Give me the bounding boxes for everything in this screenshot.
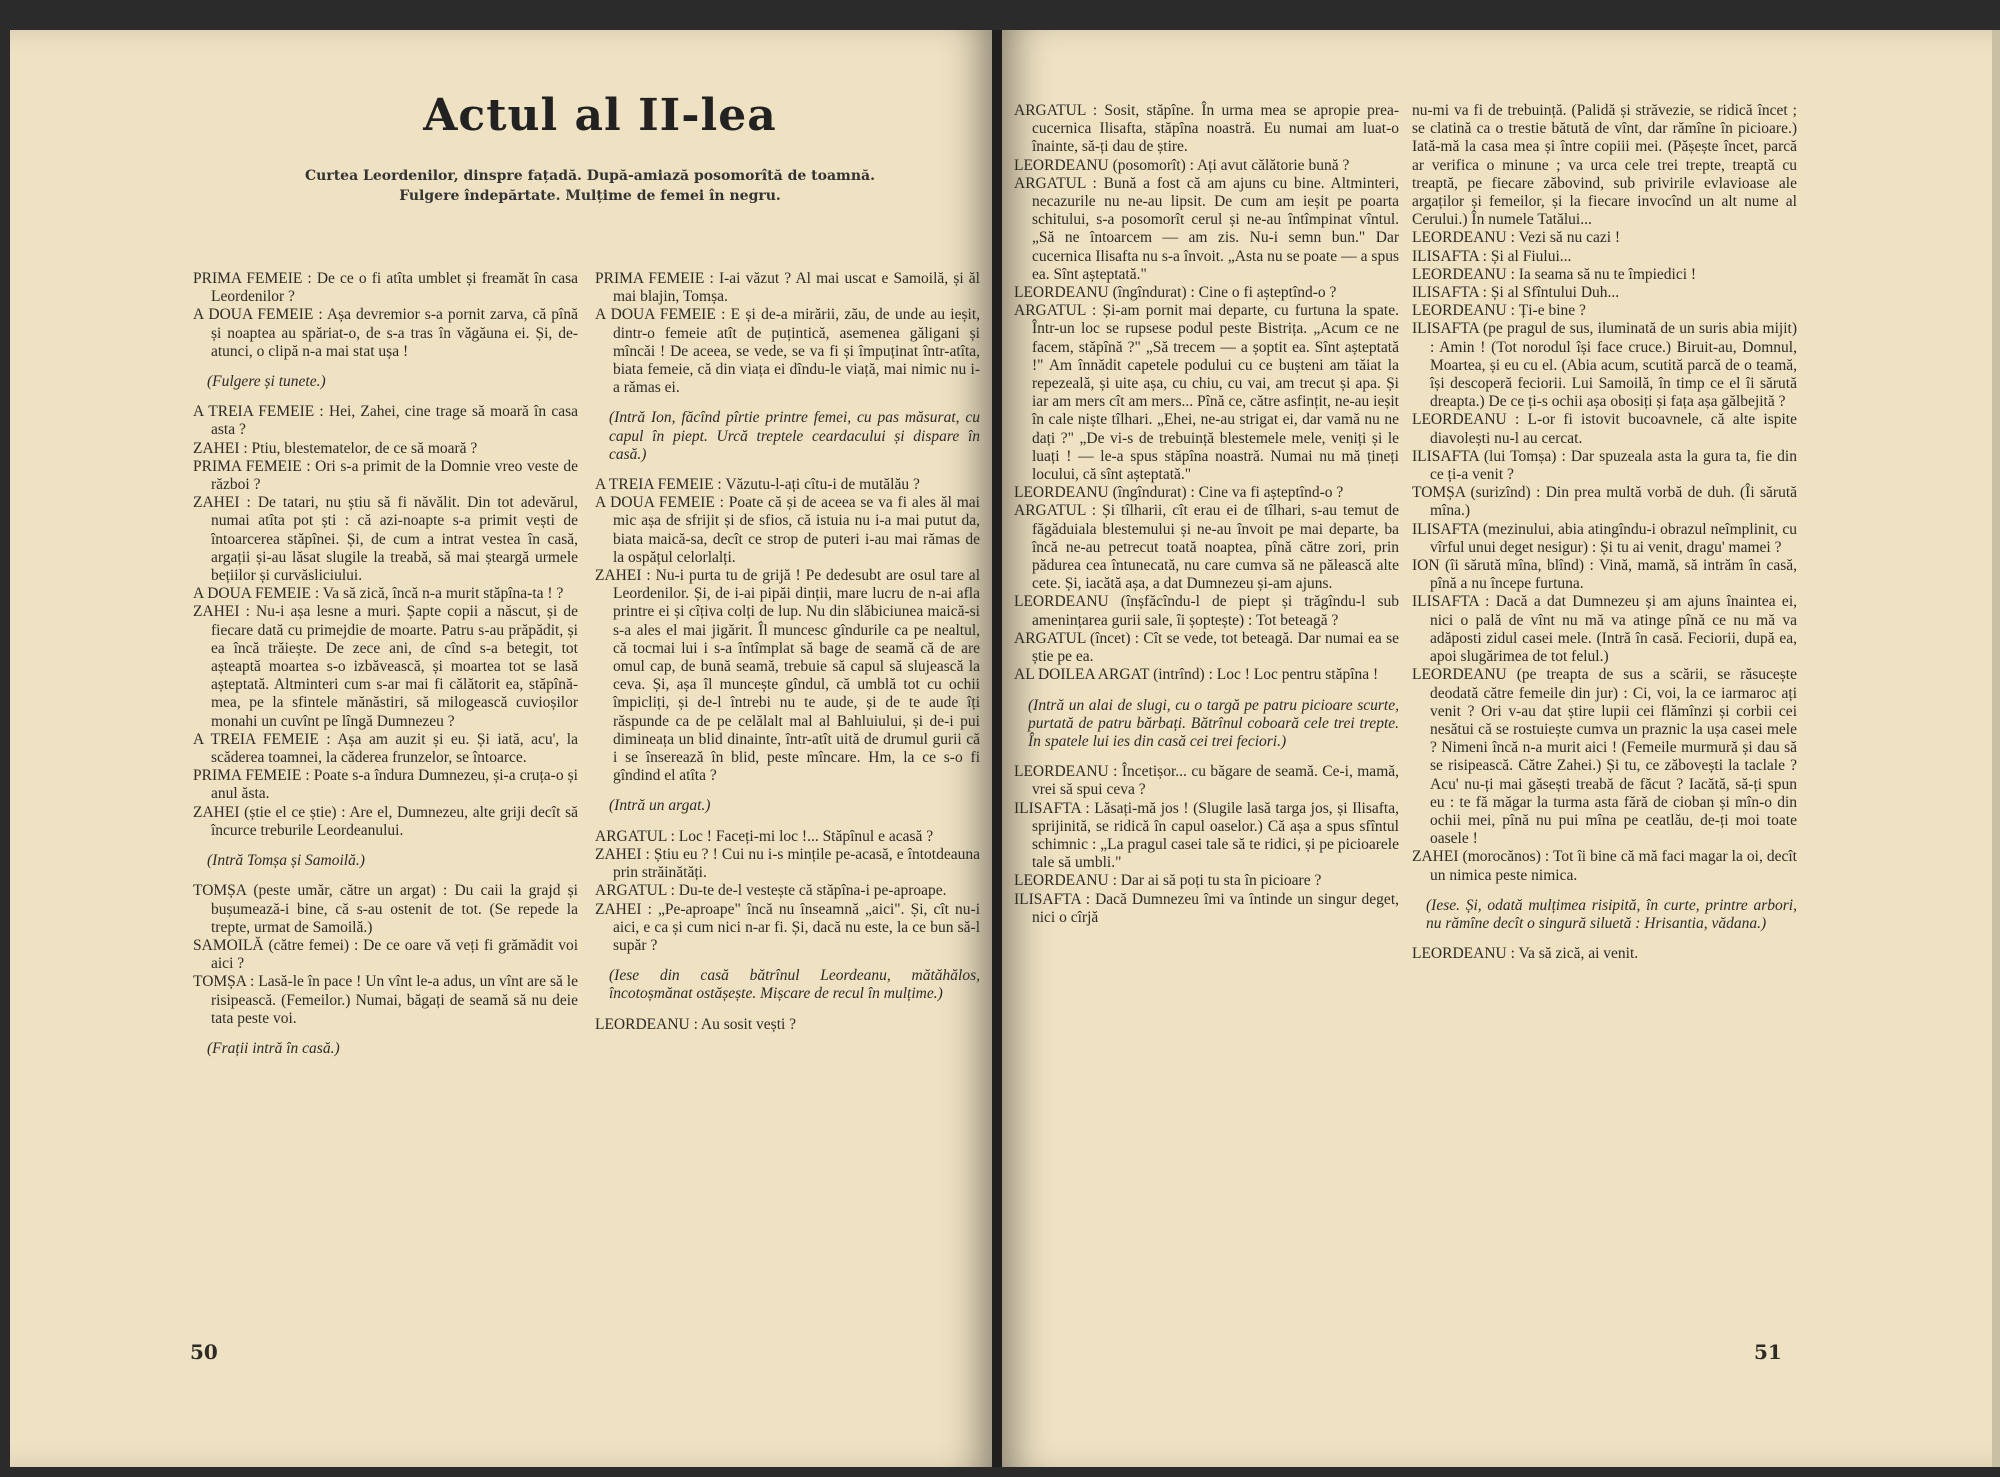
dialogue-line: A DOUA FEMEIE : E și de-a mirării, zău, de unde au ieșit, dintr-o femeie atît de puțintică, asemenea găligani și mîncăi ! De aceea, se vede, se va fi și împuținat într-atîta, biata femeie, că din viața ei dîndu-le viață, mai nimic nu i-a rămas ei.: [595, 306, 980, 397]
dialogue-line: SAMOILĂ (către femei) : De ce oare vă veți fi grămădit voi aici ?: [193, 936, 578, 973]
dialogue-line: LEORDEANU : Va să zică, ai venit.: [1412, 945, 1639, 963]
stage-direction: (Iese. Și, odată mulțimea risipită, în curte, printre arbori, nu rămîne decît o singură siluetă : Hrisantia, vădana.): [1426, 896, 1797, 932]
stage-direction: (Intră un alai de slugi, cu o targă pe patru picioare scurte, purtată de patru bărbați. Bătrînul coboară cele trei trepte. În spatele lui ies din casă cei trei feciori.): [1028, 696, 1399, 750]
text-column-left-1: [193, 270, 578, 1070]
dialogue-line: TOMȘA : Lasă-le în pace ! Un vînt le-a adus, un vînt are să le risipească. (Femeilor.) Numai, băgați de seamă să nu deie tata peste voi.: [193, 973, 578, 1027]
dialogue-line: LEORDEANU (îngîndurat) : Cine o fi așteptînd-o ?: [1014, 284, 1337, 302]
dialogue-line: ARGATUL : Și-am pornit mai departe, cu furtuna la spate. Într-un loc se rupsese podul peste Bistrița. „Acum ce ne facem, stăpînă ?" „Să trecem — a șoptit ea. Sînt așteptată !" Am înnădit capetele podului cu ce bușteni am tăiat la repezeală, și uite așa, cu chiu, cu vai, am trecut și apa. Și iar am mers cît am mers... Pînă ce, către asfințit, ne-au ieșit în cale niște tîlhari. „Ehei, ne-au strigat ei, dar vamă nu ne dați ?" „De vi-s de trebuință blestemele mele, veniți și le luați ! — le-a spus stăpîna noastră. Numai nu mă țineți locului, că sînt așteptată.": [1014, 302, 1399, 484]
dialogue-line: A TREIA FEMEIE : Văzutu-l-ați cîtu-i de mutălău ?: [595, 476, 920, 494]
stage-direction: (Frații intră în casă.): [207, 1039, 340, 1057]
dialogue-line: A DOUA FEMEIE : Va să zică, încă n-a murit stăpîna-ta ! ?: [193, 585, 564, 603]
dialogue-line: ILISAFTA (pe pragul de sus, iluminată de un suris abia mijit) : Amin ! (Tot norodul își face cruce.) Biruit-au, Domnul, Moartea, și eu cu el. (Abia acum, scutită parcă de o teamă, își descoperă feciorii. Lui Samoilă, în timp ce el îi sărută dreapta.) De ce ți-s ochii așa obosiți și fața așa gălbejită ?: [1412, 320, 1797, 411]
dialogue-line: LEORDEANU : Au sosit vești ?: [595, 1015, 797, 1033]
dialogue-line: ZAHEI : „Pe-aproape" încă nu înseamnă „aici". Și, cît nu-i aici, e ca și cum nici n-ar fi. Și, dacă nu este, la ce bun să-l supăr ?: [595, 900, 980, 954]
dialogue-line: PRIMA FEMEIE : Poate s-a îndura Dumnezeu, și-a cruța-o și anul ăsta.: [193, 767, 578, 803]
dialogue-line: ZAHEI (știe el ce știe) : Are el, Dumnezeu, alte griji decît să încurce treburile Leordeanului.: [193, 803, 578, 839]
text-column-left-2: [595, 270, 980, 1034]
dialogue-line: ZAHEI : Ptiu, blestematelor, de ce să moară ?: [193, 439, 478, 457]
dialogue-line: LEORDEANU : L-or fi istovit bucoavnele, că alte ispite diavolești nu-l au cercat.: [1412, 411, 1797, 447]
dialogue-line: LEORDEANU (posomorît) : Ați avut călătorie bună ?: [1014, 156, 1350, 174]
dialogue-line: LEORDEANU : Ți-e bine ?: [1412, 302, 1586, 320]
dialogue-line: PRIMA FEMEIE : De ce o fi atîta umblet și freamăt în casa Leordenilor ?: [193, 270, 578, 306]
dialogue-line: AL DOILEA ARGAT (intrînd) : Loc ! Loc pentru stăpîna !: [1014, 666, 1379, 684]
dialogue-line: PRIMA FEMEIE : Ori s-a primit de la Domnie vreo veste de război ?: [193, 457, 578, 494]
dialogue-line: ARGATUL : Și tîlharii, cît erau ei de tîlhari, s-au temut de făgăduiala blestemului și ne-au învoit pe mai departe, ba încă ne-au petrecut toată noaptea, pînă către zori, prin pădurea cea întunecată, nu care cumva să ne pălească alte cete. Și, iacătă așa, a dat Dumnezeu și-am ajuns.: [1014, 502, 1399, 593]
dialogue-line: A TREIA FEMEIE : Hei, Zahei, cine trage să moară în casa asta ?: [193, 403, 578, 439]
stage-direction: (Intră un argat.): [609, 797, 711, 815]
dialogue-line: ZAHEI : Știu eu ? ! Cui nu i-s mințile pe-acasă, e întotdeauna prin străinătăți.: [595, 845, 980, 882]
dialogue-line: ARGATUL (încet) : Cît se vede, tot beteagă. Dar numai ea se știe pe ea.: [1014, 629, 1399, 666]
dialogue-line: ZAHEI : Nu-i așa lesne a muri. Șapte copii a născut, și de fiecare dată cu primejdie de moarte. Patru s-au prăpădit, și ea încă trăiește. De zece ani, de cînd s-a betegit, tot așteaptă moartea s-o izbăvească, și moartea tot se lasă așteptată. Altminteri cum s-ar mai fi călătorit ea, stăpînă-mea, pe la sfintele mănăstiri, să milogească cuvioșilor monahi un cuvînt pe lîngă Dumnezeu ?: [193, 603, 578, 730]
dialogue-line: ILISAFTA (mezinului, abia atingîndu-i obrazul neîmplinit, cu vîrful unui deget nesigur) : Și tu ai venit, dragu' mamei ?: [1412, 520, 1797, 556]
stage-direction: (Intră Tomșa și Samoilă.): [207, 852, 365, 870]
dialogue-line: ARGATUL : Sosit, stăpîne. În urma mea se apropie prea-cucernica Ilisafta, stăpîna noastră. Eu numai am luat-o înainte, să-ți dau de știre.: [1014, 102, 1399, 156]
dialogue-line: LEORDEANU : Dar ai să poți tu sta în picioare ?: [1014, 872, 1322, 890]
dialogue-line: ZAHEI : De tatari, nu știu să fi năvălit. Din tot adevărul, numai atîta pot ști : că azi-noapte s-a primit vești de întoarcerea stăpînei. Și, de cum a intrat vestea în casă, argații și-au lăsat slugile la treabă, să mai șteargă urmele bețiilor și curvăsliciului.: [193, 494, 578, 585]
dialogue-line: ILISAFTA : Și al Sfîntului Duh...: [1412, 284, 1620, 302]
act-title: Actul al II-lea: [423, 90, 777, 141]
page-number-left: 50: [190, 1340, 218, 1364]
dialogue-line: TOMȘA (surizînd) : Din prea multă vorbă de duh. (Îi sărută mîna.): [1412, 484, 1797, 520]
dialogue-line: A DOUA FEMEIE : Așa devremior s-a pornit zarva, că pînă și noaptea au spăriat-o, de s-a tras în văgăuna ei. Și, de-atunci, o clipă n-a mai stat ușa !: [193, 306, 578, 360]
dialogue-line: LEORDEANU : Încetișor... cu băgare de seamă. Ce-i, mamă, vrei să spui ceva ?: [1014, 763, 1399, 799]
dialogue-line: ION (îi sărută mîna, blînd) : Vină, mamă, să intrăm în casă, pînă a nu începe furtuna.: [1412, 557, 1797, 593]
dialogue-line: A TREIA FEMEIE : Așa am auzit și eu. Și iată, acu', la scăderea toamnei, la căderea frunzelor, se întoarce.: [193, 730, 578, 767]
dialogue-line: ILISAFTA : Lăsați-mă jos ! (Slugile lasă targa jos, și Ilisafta, sprijinită, se ridică în capul oaselor.) Că așa a spus sfîntul schimnic : „La pragul casei tale să te ridici, și pe picioarele tale să umbli.": [1014, 799, 1399, 872]
dialogue-line: nu-mi va fi de trebuință. (Palidă și străvezie, se ridică încet ; se clatină ca o trestie bătută de vînt, dar rămîne în picioare.) Iată-mă la casa mea și între copiii mei. (Pășește încet, parcă ar verifica o minune ; va urca cele trei trepte, treaptă cu treaptă, pe fiecare zăbovind, sub privirile evlavioase ale argaților și femeilor, și la fiecare invocînd un alt nume al Cerului.) În numele Tatălui...: [1412, 102, 1797, 229]
dialogue-line: PRIMA FEMEIE : I-ai văzut ? Al mai uscat e Samoilă, și ăl mai blajin, Tomșa.: [595, 270, 980, 306]
page-number-right: 51: [1754, 1340, 1782, 1364]
text-column-right-2: [1412, 102, 1797, 963]
dialogue-line: ZAHEI (morocănos) : Tot îi bine că mă faci magar la oi, decît un nimica peste nimica.: [1412, 848, 1797, 884]
page-edge: [1992, 30, 2000, 1467]
right-page: [1002, 30, 1992, 1467]
dialogue-line: LEORDEANU (îngîndurat) : Cine va fi așteptînd-o ?: [1014, 484, 1344, 502]
dialogue-line: ILISAFTA : Dacă Dumnezeu îmi va întinde un singur deget, nici o cîrjă: [1014, 890, 1399, 926]
dialogue-line: ARGATUL : Bună a fost că am ajuns cu bine. Altminteri, necazurile nu ne-au lipsit. De cum am ieșit pe poarta schitului, s-a posomorît cerul și ne-au întîmpinat vîntul. „Să ne întoarcem — am zis. Nu-i semn bun." Dar cucernica Ilisafta nu s-a învoit. „Asta nu se poate — a spus ea. Sînt așteptată.": [1014, 174, 1399, 283]
dialogue-line: TOMȘA (peste umăr, către un argat) : Du caii la grajd și bușumează-i bine, că s-au ostenit de tot. (Se repede la trepte, urmat de Samoilă.): [193, 882, 578, 936]
dialogue-line: A DOUA FEMEIE : Poate că și de aceea se va fi ales ăl mai mic așa de sfrijit și de sfios, că istuia nu i-a mai putut da, biata maică-sa, decît ce strop de puteri i-au mai rămas de la ospățul celorlalți.: [595, 494, 980, 566]
left-page: [10, 30, 992, 1467]
dialogue-line: ILISAFTA : Și al Fiului...: [1412, 247, 1572, 265]
dialogue-line: LEORDEANU (pe treapta de sus a scării, se răsucește deodată către femeile din jur) : Ci, voi, la ce iarmaroc ați venit ? Ori v-au dat știre lupii cei flămînzi și corbii cei nesătui că se rostuiește cumva un praznic la ușa casei mele ? Nimeni încă n-a murit aici ! (Femeile murmură și dau să se risipească. Către Zahei.) Și tu, ce zăbovești la taclale ? Acu' nu-ți mai găsești treabă de făcut ? Iacătă, să-ți spun eu : te fă măgar la turma asta fără de cioban și mîn-o din ochii mei, pînă nu pui mîna pe ceatlău, de-ți moi toate oasele !: [1412, 666, 1797, 848]
stage-direction: (Intră Ion, făcînd pîrtie printre femei, cu pas măsurat, cu capul în piept. Urcă treptele ceardacului și dispare în casă.): [609, 409, 980, 463]
book-gutter: [992, 30, 1002, 1467]
scene-setting: Curtea Leordenilor, dinspre fațadă. După-amiază posomorîtă de toamnă. Fulgere îndepărtate. Mulțime de femei în negru.: [305, 168, 875, 204]
dialogue-line: LEORDEANU : Ia seama să nu te împiedici !: [1412, 265, 1697, 283]
stage-direction: (Fulgere și tunete.): [207, 373, 326, 391]
dialogue-line: ARGATUL : Du-te de-l vestește că stăpîna-i pe-aproape.: [595, 882, 947, 900]
text-column-right-1: [1014, 102, 1399, 927]
dialogue-line: ILISAFTA : Dacă a dat Dumnezeu și am ajuns înaintea ei, nici o pală de vînt nu mă va atinge pînă ce nu mă va adăposti zidul casei mele. (Intră în casă. Feciorii, după ea, apoi slugărimea de tot felul.): [1412, 593, 1797, 666]
stage-direction: (Iese din casă bătrînul Leordeanu, mătăhălos, încotoșmănat ostășește. Mișcare de recul în mulțime.): [609, 967, 980, 1003]
dialogue-line: LEORDEANU (înșfăcîndu-l de piept și trăgîndu-l sub amenințarea gurii sale, îi șoptește) : Tot beteagă ?: [1014, 593, 1399, 629]
dialogue-line: ZAHEI : Nu-i purta tu de grijă ! Pe dedesubt are osul tare al Leordenilor. Și, de i-ai pipăi dinții, mare lucru de n-ai afla printre ei și cîțiva colți de lup. Nu din slăbiciunea maică-si s-a ales el mai jigărit. Îl muncesc gîndurile ca pe nealtul, că tocmai lui i s-a întîmplat să bage de seamă că de are omul cap, de bună seamă, trebuie să capul să slujească la ceva. Și, așa îl muncește gîndul, că umblă tot cu ochii împicliți, și de-l întrebi nu te aude, și de te aude îți răspunde ca de pe celălalt mal al Bahluiului, și de-i pui dimineața un blid dinainte, într-atît uită de drumul gurii că i se înserează în blid, peste mîncare. Hm, la ce s-o fi gîndind el atîta ?: [595, 567, 980, 785]
dialogue-line: LEORDEANU : Vezi să nu cazi !: [1412, 229, 1621, 247]
dialogue-line: ILISAFTA (lui Tomșa) : Dar spuzeala asta la gura ta, fie din ce ți-a venit ?: [1412, 447, 1797, 484]
dialogue-line: ARGATUL : Loc ! Faceți-mi loc !... Stăpînul e acasă ?: [595, 827, 934, 845]
